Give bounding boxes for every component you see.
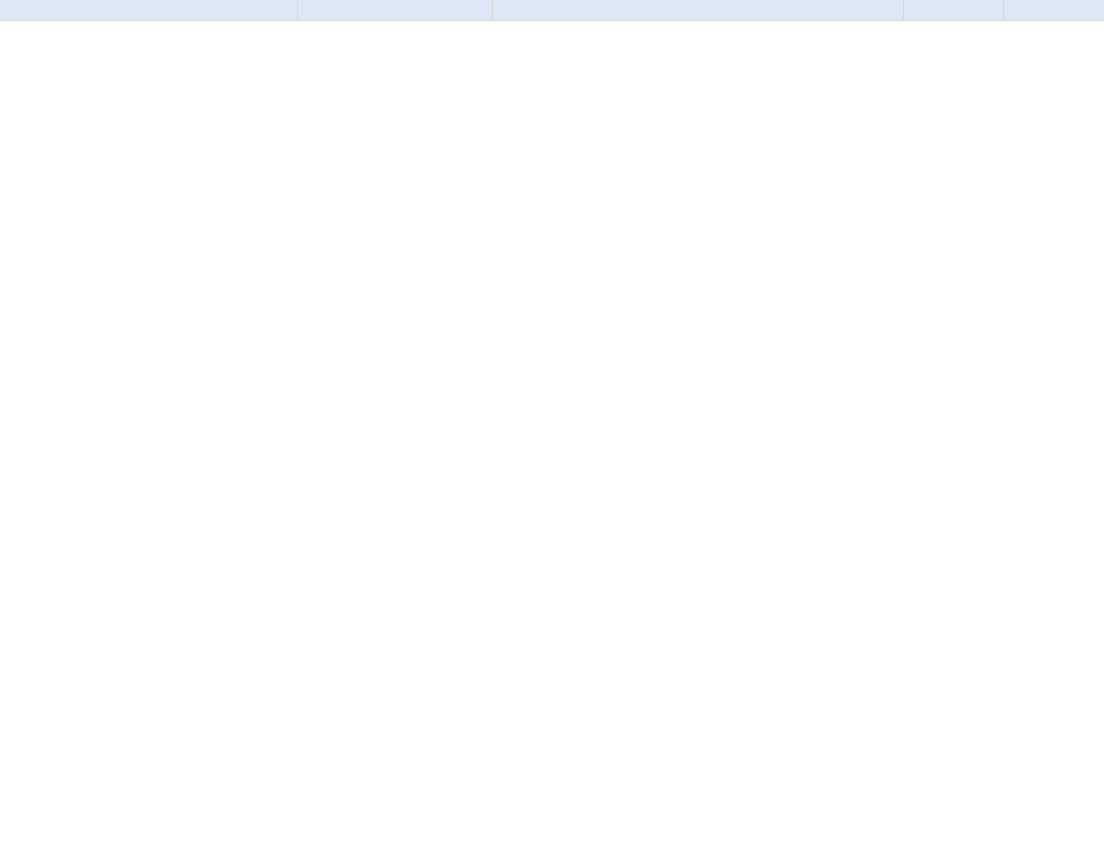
header-comments[interactable]: [493, 0, 904, 20]
header-row: [0, 0, 1104, 21]
header-empty-col[interactable]: [1004, 0, 1104, 20]
header-rating-col-1[interactable]: [424, 0, 493, 20]
header-rating[interactable]: [362, 0, 424, 20]
header-rating-col-3[interactable]: [298, 0, 362, 20]
header-heuristic[interactable]: [0, 0, 298, 20]
header-empty-col[interactable]: [904, 0, 1004, 20]
